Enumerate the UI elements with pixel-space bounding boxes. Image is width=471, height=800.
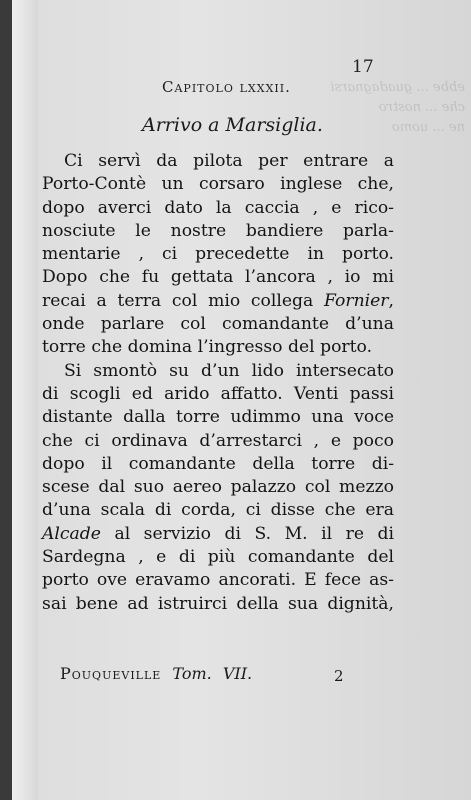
section-title: Arrivo a Marsiglia. <box>142 114 323 136</box>
text-line: di scogli ed arido affatto. Venti passi <box>42 383 394 404</box>
text-fragment: , <box>388 290 394 311</box>
text-line: che ci ordinava d’arrestarci , e poco <box>42 430 394 451</box>
text-line: dopo il comandante della torre di- <box>42 453 394 474</box>
text-line: Dopo che fu gettata l’ancora , io mi <box>42 267 394 288</box>
text-line: porto ove eravamo ancorati. E fece as- <box>42 570 394 591</box>
footer-volume: VII. <box>222 664 253 683</box>
bleed-through-text: ebbe ... guadagnarsi che ... nostro ne ... uomo <box>330 80 465 135</box>
text-line <box>42 523 394 546</box>
page-gutter <box>12 0 38 800</box>
text-line: scese dal suo aereo palazzo col mezzo <box>42 477 394 498</box>
page-footer <box>60 664 252 683</box>
italic-fragment: Fornier <box>324 290 389 311</box>
signature-mark: 2 <box>334 667 344 685</box>
footer-signature: Pouqueville <box>60 664 162 683</box>
text-line: Ci servì da pilota per entrare a <box>64 151 394 171</box>
italic-fragment: Alcade <box>42 523 101 544</box>
chapter-heading: Capitolo lxxxii. <box>162 78 291 96</box>
page-number: 17 <box>352 57 374 77</box>
text-line: onde parlare col comandante d’una <box>42 314 394 335</box>
text-line: sai bene ad istruirci della sua dignità, <box>42 593 394 614</box>
text-fragment: al servizio di S. M. il re di <box>100 523 394 544</box>
book-page <box>12 0 471 800</box>
text-line: nosciute le nostre bandiere parla- <box>42 220 394 241</box>
body-text <box>42 150 394 616</box>
text-line: mentarie , ci precedette in porto. <box>42 244 394 265</box>
text-line: torre che domina l’ingresso del porto. <box>42 337 373 358</box>
text-line <box>42 290 394 313</box>
text-line: Porto-Contè un corsaro inglese che, <box>42 174 394 195</box>
text-line: dopo averci dato la caccia , e rico- <box>42 197 394 218</box>
text-line: Sardegna , e di più comandante del <box>42 547 394 568</box>
text-fragment: recai a terra col mio collega <box>42 290 325 311</box>
footer-tom: Tom. <box>172 664 212 683</box>
text-line: d’una scala di corda, ci disse che era <box>42 500 394 521</box>
text-line: Si smontò su d’un lido intersecato <box>64 360 394 381</box>
text-line: distante dalla torre udimmo una voce <box>42 407 394 428</box>
